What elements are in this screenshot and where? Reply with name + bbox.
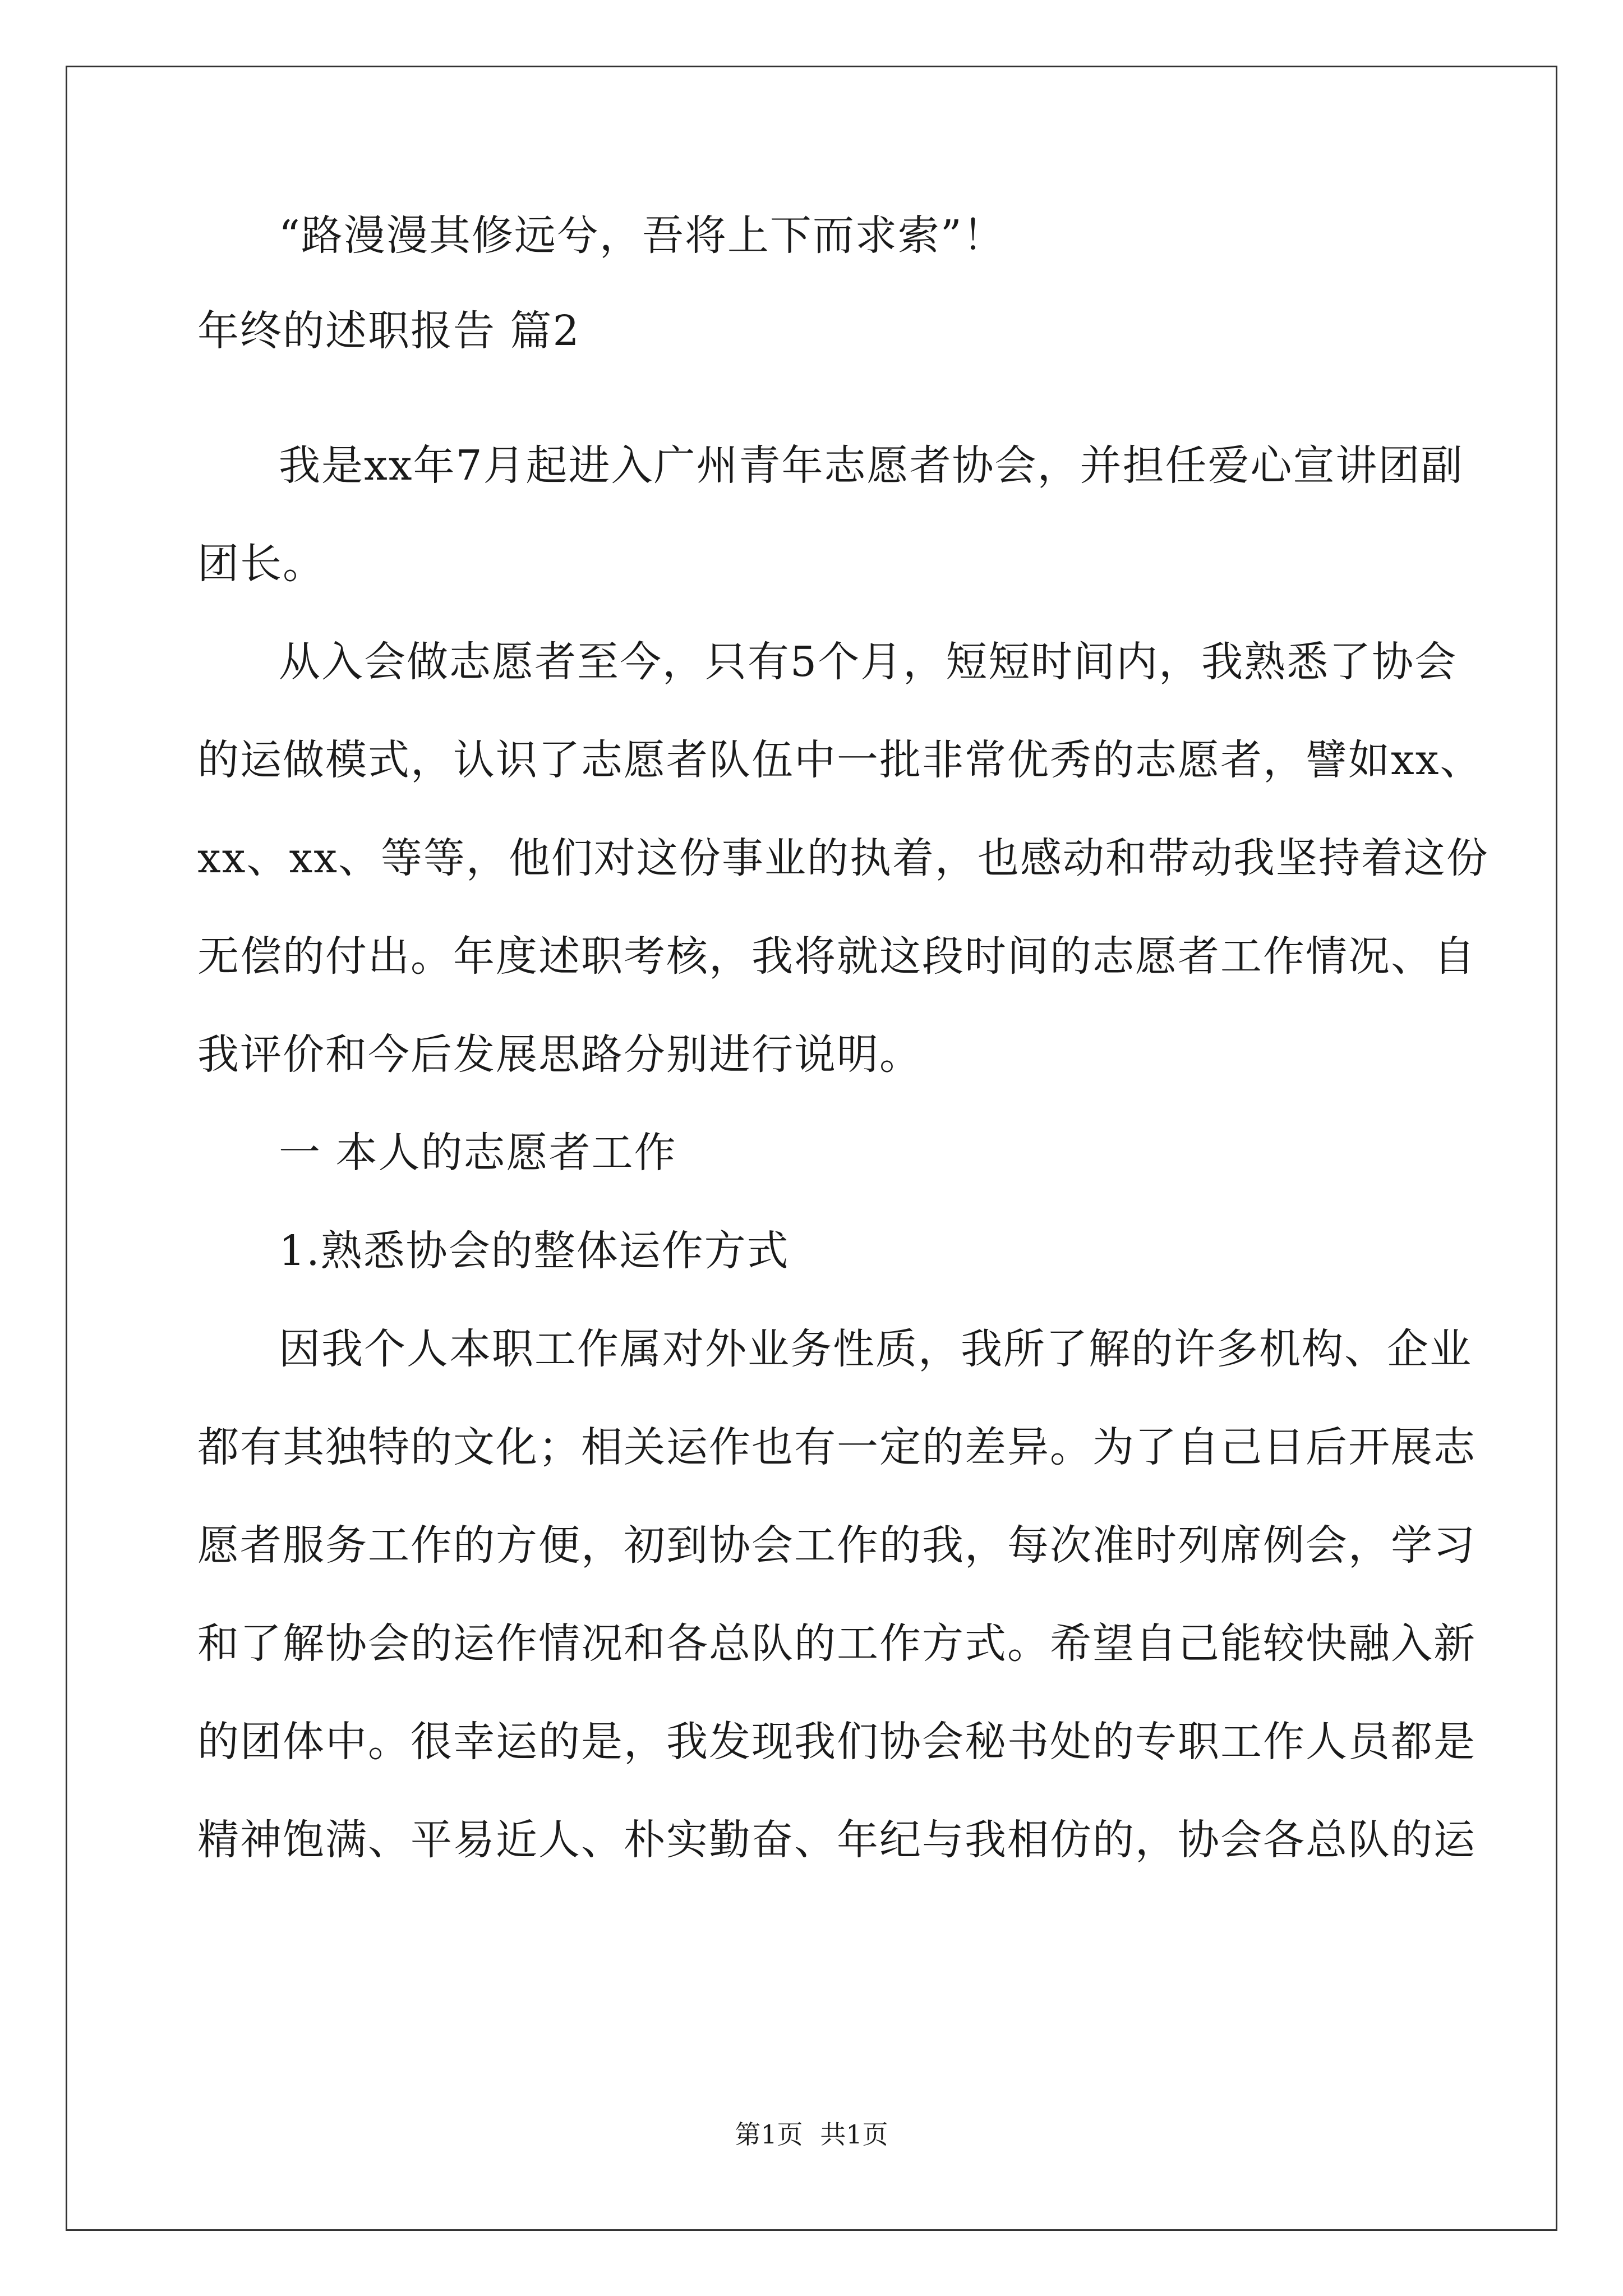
paragraph-line: xx、xx、等等，他们对这份事业的执着，也感动和带动我坚持着这份 [197,834,1489,882]
section-heading: 年终的述职报告 篇2 [197,307,580,355]
paragraph-line: 因我个人本职工作属对外业务性质，我所了解的许多机构、企业 [279,1325,1472,1373]
paragraph-line: 精神饱满、平易近人、朴实勤奋、年纪与我相仿的，协会各总队的运 [197,1816,1476,1864]
page-number: 第1页 [735,2119,803,2150]
paragraph-line: 团长。 [197,540,325,588]
paragraph-line: 我是xx年7月起进入广州青年志愿者协会，并担任爱心宣讲团副 [279,441,1464,490]
paragraph-line: 和了解协会的运作情况和各总队的工作方式。希望自己能较快融入新 [197,1619,1476,1668]
paragraph-line: 从入会做志愿者至今，只有5个月，短短时间内，我熟悉了协会 [279,638,1458,686]
paragraph-line: 我评价和今后发展思路分别进行说明。 [197,1030,922,1079]
paragraph-line: 的运做模式，认识了志愿者队伍中一批非常优秀的志愿者，譬如xx、 [197,736,1483,784]
paragraph-line: 愿者服务工作的方便，初到协会工作的我，每次准时列席例会，学习 [197,1521,1476,1570]
paragraph-line: 的团体中。很幸运的是，我发现我们协会秘书处的专职工作人员都是 [197,1718,1476,1766]
paragraph-line: 无偿的付出。年度述职考核，我将就这段时间的志愿者工作情况、自 [197,932,1476,981]
item-heading: 1.熟悉协会的整体运作方式 [279,1227,790,1275]
subsection-heading: 一 本人的志愿者工作 [279,1129,677,1177]
quote-line: “路漫漫其修远兮，吾将上下而求索”！ [279,211,1006,260]
page-footer [0,2118,1623,2151]
page-total: 共1页 [820,2119,888,2150]
paragraph-line: 都有其独特的文化；相关运作也有一定的差异。为了自己日后开展志 [197,1423,1476,1471]
